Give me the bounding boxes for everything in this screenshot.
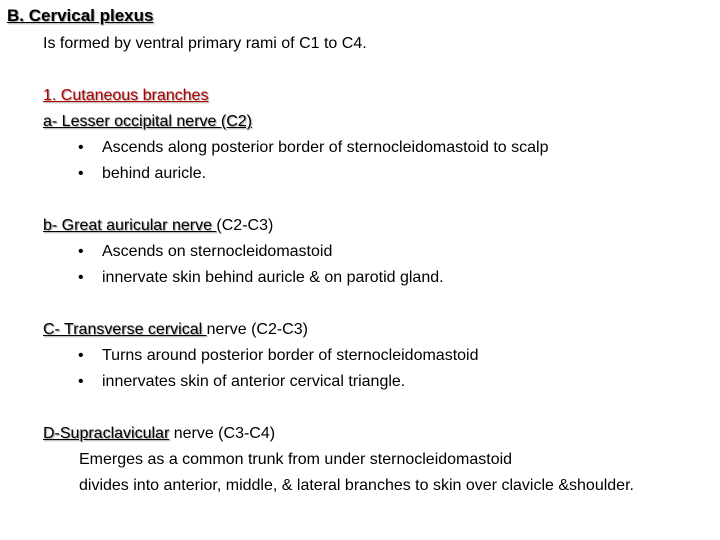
section-c-heading — [43, 320, 308, 340]
list-item — [78, 268, 444, 288]
section-b-heading — [43, 216, 273, 236]
section-b-nerve-name: b- Great auricular nerve — [43, 217, 217, 234]
bullet-icon: • — [78, 243, 84, 260]
section-d-line-1: Emerges as a common trunk from under sternocleidomastoid — [79, 451, 513, 468]
section-d-line-2: divides into anterior, middle, & lateral branches to skin over clavicle &shoulder. — [79, 477, 634, 494]
section-c-bullet-2: innervates skin of anterior cervical triangle. — [102, 373, 406, 390]
section-b-bullet-1: Ascends on sternocleidomastoid — [102, 243, 333, 260]
section-d-heading — [43, 424, 275, 444]
intro-text: Is formed by ventral primary rami of C1 to C4. — [43, 35, 367, 52]
section-b-bullet-2: innervate skin behind auricle & on parotid gland. — [102, 269, 444, 286]
list-item — [78, 346, 479, 366]
bullet-icon: • — [78, 269, 84, 286]
section-a-heading — [43, 112, 252, 132]
list-item — [78, 164, 206, 184]
section-a-bullet-2: behind auricle. — [102, 165, 207, 182]
cutaneous-heading: 1. Cutaneous branches — [43, 87, 209, 104]
list-item — [78, 372, 405, 392]
section-c-rest: nerve (C2-C3) — [206, 321, 308, 338]
list-item — [78, 242, 332, 262]
bullet-icon: • — [78, 165, 84, 182]
section-d-rest: nerve (C3-C4) — [169, 425, 276, 442]
bullet-icon: • — [78, 139, 84, 156]
section-c-nerve-name: C- Transverse cervical — [43, 321, 207, 338]
section-d-nerve-name: D-Supraclavicular — [43, 425, 170, 442]
section-b-rest: (C2-C3) — [216, 217, 274, 234]
section-a-bullet-1: Ascends along posterior border of sternocleidomastoid to scalp — [102, 139, 549, 156]
bullet-icon: • — [78, 347, 84, 364]
page-title: B. Cervical plexus — [7, 6, 154, 25]
section-a-nerve-name: a- Lesser occipital nerve (C2) — [43, 113, 252, 130]
bullet-icon: • — [78, 373, 84, 390]
list-item — [78, 138, 548, 158]
section-c-bullet-1: Turns around posterior border of sternocleidomastoid — [102, 347, 479, 364]
